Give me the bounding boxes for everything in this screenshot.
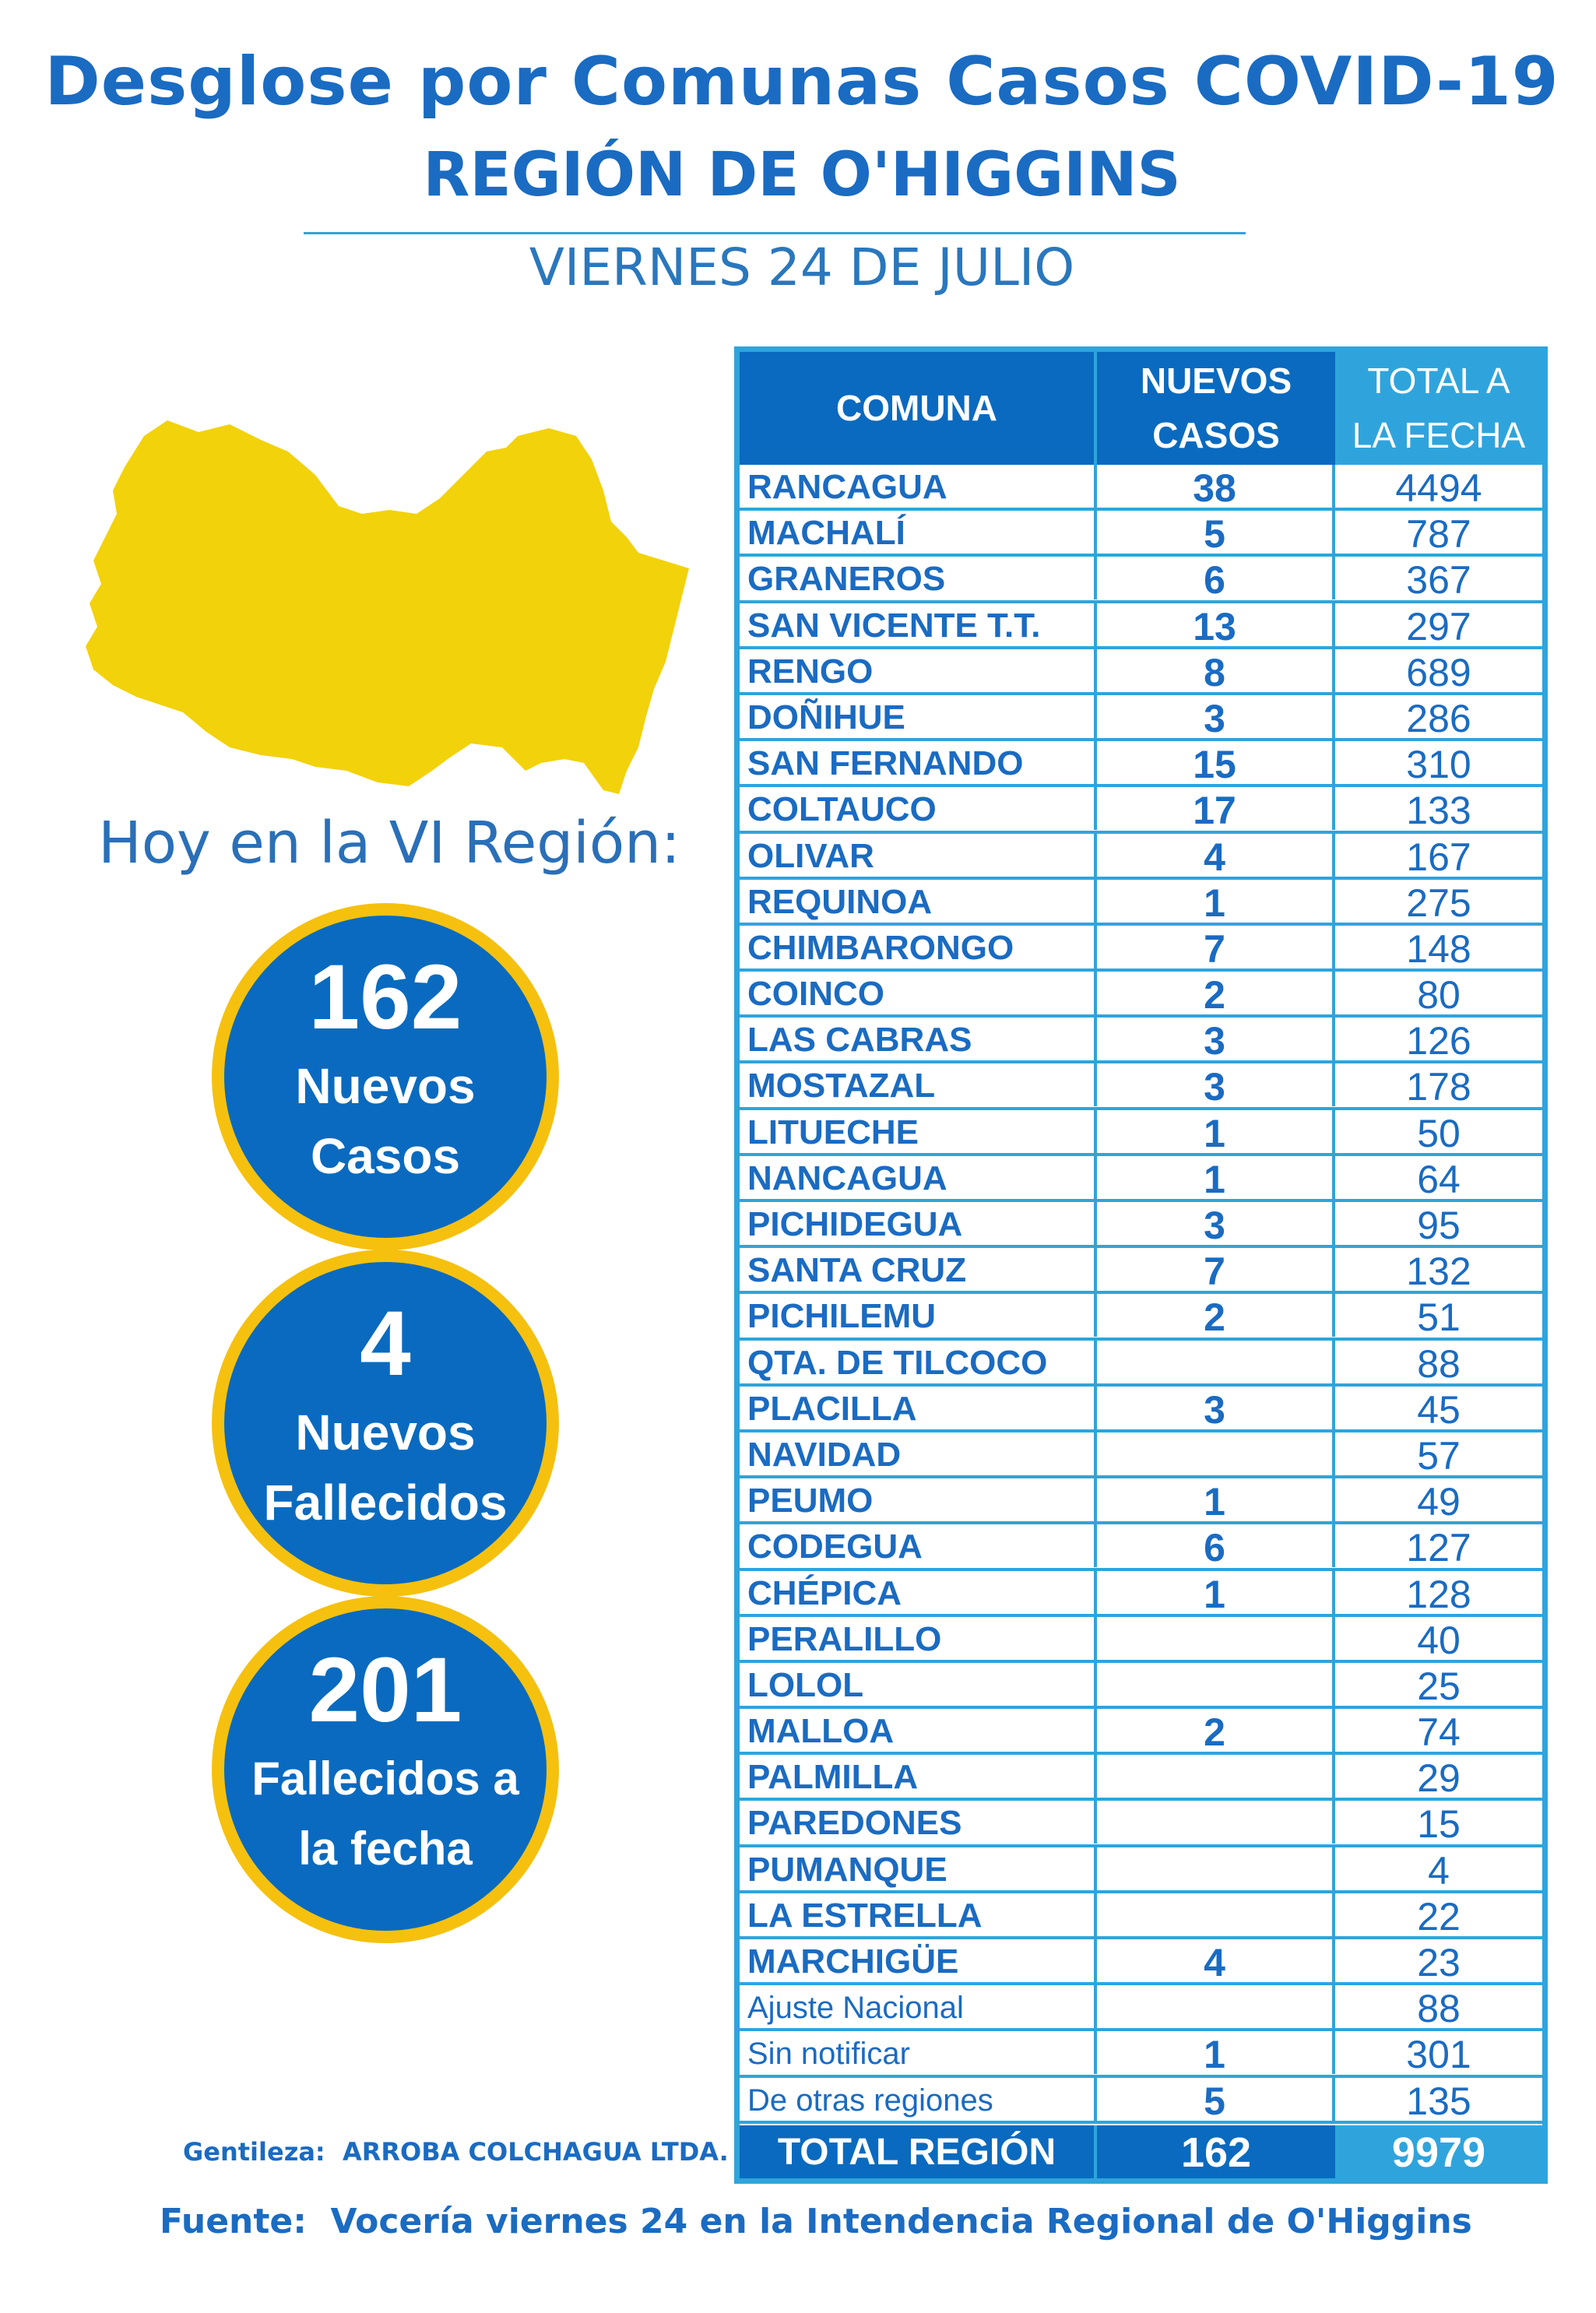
row-nuevos: 7	[1094, 1248, 1335, 1291]
row-comuna: MALLOA	[747, 1712, 895, 1751]
row-total: 275	[1406, 881, 1471, 925]
row-total: 301	[1406, 2033, 1471, 2077]
table-row	[740, 1063, 1542, 1109]
row-nuevos	[1094, 1617, 1335, 1660]
row-comuna: MARCHIGÜE	[747, 1942, 959, 1981]
row-total: 310	[1406, 743, 1471, 787]
row-total: 80	[1417, 973, 1461, 1018]
row-nuevos: 1	[1094, 1156, 1335, 1199]
row-comuna: QTA. DE TILCOCO	[747, 1343, 1048, 1382]
row-nuevos: 4	[1094, 1939, 1335, 1982]
row-comuna: Ajuste Nacional	[747, 1991, 964, 2026]
row-nuevos	[1094, 1985, 1335, 2028]
table-row	[740, 1432, 1542, 1478]
table-row	[740, 649, 1542, 695]
row-comuna: LAS CABRAS	[747, 1021, 972, 1060]
row-nuevos: 3	[1094, 1202, 1335, 1245]
table-row	[740, 1893, 1542, 1939]
table-row	[740, 1985, 1542, 2031]
header-total-line1: TOTAL A	[1367, 360, 1510, 401]
comunas-table	[734, 346, 1548, 2184]
row-comuna: RANCAGUA	[747, 468, 947, 506]
row-nuevos: 17	[1094, 787, 1335, 830]
new-deaths-label-2: Fallecidos	[263, 1475, 508, 1531]
row-comuna: COLTAUCO	[747, 790, 937, 829]
table-row	[740, 1478, 1542, 1524]
title-divider	[304, 232, 1246, 234]
table-row	[740, 1202, 1542, 1248]
header-nuevos-casos	[1094, 352, 1335, 465]
total-label: TOTAL REGIÓN	[740, 2125, 1094, 2178]
table-row	[740, 465, 1542, 511]
new-deaths-label-1: Nuevos	[295, 1404, 476, 1461]
table-row	[740, 1387, 1542, 1432]
row-total: 133	[1406, 789, 1471, 833]
row-comuna: LA ESTRELLA	[747, 1896, 983, 1935]
row-nuevos: 6	[1094, 557, 1335, 599]
row-total: 148	[1406, 926, 1471, 971]
row-total: 74	[1417, 1710, 1461, 1755]
table-row	[740, 695, 1542, 741]
row-total: 128	[1406, 1572, 1471, 1616]
row-comuna: PERALILLO	[747, 1619, 942, 1658]
table-row	[740, 1571, 1542, 1617]
table-row	[740, 603, 1542, 649]
row-nuevos: 5	[1094, 511, 1335, 554]
row-total: 178	[1406, 1065, 1471, 1109]
table-row	[740, 1156, 1542, 1202]
row-comuna: REQUINOA	[747, 882, 933, 921]
row-total: 4	[1428, 1848, 1450, 1893]
total-deaths-value: 201	[308, 1639, 462, 1742]
row-total: 49	[1417, 1480, 1461, 1524]
new-deaths-value: 4	[360, 1292, 411, 1395]
row-total: 40	[1417, 1618, 1461, 1662]
row-comuna: MACHALÍ	[747, 514, 905, 553]
row-nuevos: 2	[1094, 972, 1335, 1014]
region-title: REGIÓN DE O'HIGGINS	[423, 140, 1181, 210]
total-row	[740, 2125, 1542, 2178]
row-nuevos: 6	[1094, 1524, 1335, 1567]
row-nuevos	[1094, 1663, 1335, 1706]
row-nuevos: 3	[1094, 695, 1335, 738]
table-row	[740, 557, 1542, 603]
new-cases-badge	[212, 903, 559, 1250]
row-total: 286	[1406, 696, 1471, 740]
row-total: 126	[1406, 1019, 1471, 1063]
row-nuevos: 1	[1094, 1110, 1335, 1153]
row-nuevos: 2	[1094, 1294, 1335, 1337]
row-comuna: SAN FERNANDO	[747, 744, 1024, 783]
row-total: 135	[1406, 2079, 1471, 2123]
row-nuevos: 4	[1094, 834, 1335, 877]
new-cases-value: 162	[308, 946, 462, 1049]
row-total: 95	[1417, 1204, 1461, 1247]
row-nuevos: 7	[1094, 926, 1335, 968]
table-row	[740, 880, 1542, 926]
table-row	[740, 1524, 1542, 1570]
header-nuevos-line2: CASOS	[1152, 415, 1280, 455]
table-row	[740, 1110, 1542, 1156]
row-comuna: LITUECHE	[747, 1113, 919, 1151]
summary-heading: Hoy en la VI Región:	[98, 810, 680, 877]
row-total: 297	[1406, 604, 1471, 649]
table-row	[740, 741, 1542, 787]
table-row	[740, 1294, 1542, 1340]
row-comuna: PLACILLA	[747, 1389, 917, 1428]
row-nuevos	[1094, 1432, 1335, 1475]
row-nuevos	[1094, 1755, 1335, 1798]
row-total: 45	[1417, 1387, 1461, 1432]
row-comuna: CHÉPICA	[747, 1573, 902, 1612]
row-total: 132	[1406, 1250, 1471, 1294]
table-row	[740, 972, 1542, 1018]
row-comuna: PUMANQUE	[747, 1850, 947, 1889]
table-row	[740, 1755, 1542, 1801]
row-nuevos: 1	[1094, 1478, 1335, 1521]
total-fecha: 9979	[1335, 2125, 1542, 2178]
table-row	[740, 511, 1542, 557]
new-cases-label-1: Nuevos	[295, 1058, 476, 1114]
row-comuna: NAVIDAD	[747, 1435, 902, 1474]
row-comuna: Sin notificar	[747, 2037, 910, 2072]
row-comuna: PICHILEMU	[747, 1297, 936, 1336]
row-comuna: SANTA CRUZ	[747, 1251, 967, 1290]
header-nuevos-line1: NUEVOS	[1140, 360, 1292, 401]
row-total: 88	[1417, 1341, 1461, 1386]
table-row	[740, 926, 1542, 972]
row-nuevos	[1094, 1341, 1335, 1383]
source-note: Fuente: Vocería viernes 24 en la Intendencia Regional de O'Higgins	[160, 2202, 1472, 2241]
row-total: 88	[1417, 1987, 1461, 2031]
table-row	[740, 787, 1542, 833]
row-comuna: RENGO	[747, 652, 874, 691]
row-total: 57	[1417, 1433, 1461, 1478]
row-nuevos: 1	[1094, 880, 1335, 923]
row-total: 787	[1406, 512, 1471, 557]
row-nuevos: 1	[1094, 2031, 1335, 2074]
row-comuna: NANCAGUA	[747, 1158, 947, 1197]
total-deaths-label-2: la fecha	[298, 1823, 473, 1875]
total-nuevos: 162	[1094, 2125, 1335, 2178]
page-title: Desglose por Comunas Casos COVID-19	[44, 43, 1559, 121]
row-total: 22	[1417, 1894, 1461, 1939]
total-deaths-label-1: Fallecidos a	[251, 1752, 519, 1805]
row-total: 15	[1417, 1802, 1461, 1847]
row-nuevos: 5	[1094, 2078, 1335, 2121]
row-comuna: PEUMO	[747, 1482, 874, 1520]
row-total: 167	[1406, 835, 1471, 879]
new-deaths-badge	[212, 1250, 559, 1597]
table-row	[740, 1018, 1542, 1063]
table-row	[740, 1939, 1542, 1985]
new-cases-label-2: Casos	[310, 1128, 461, 1184]
row-comuna: PAREDONES	[747, 1804, 962, 1843]
row-total: 23	[1417, 1941, 1461, 1984]
row-comuna: CODEGUA	[747, 1527, 923, 1566]
date-label: VIERNES 24 DE JULIO	[529, 237, 1075, 297]
row-total: 127	[1406, 1526, 1471, 1570]
table-row	[740, 2078, 1542, 2124]
table-body	[740, 465, 1542, 2124]
row-nuevos: 38	[1094, 465, 1335, 508]
region-map-icon	[82, 405, 697, 810]
row-total: 25	[1417, 1664, 1461, 1708]
row-nuevos: 13	[1094, 603, 1335, 646]
table-row	[740, 2031, 1542, 2077]
row-nuevos: 2	[1094, 1709, 1335, 1752]
row-nuevos	[1094, 1801, 1335, 1844]
row-total: 689	[1406, 650, 1471, 694]
row-total: 64	[1417, 1157, 1461, 1201]
table-row	[740, 1248, 1542, 1294]
row-nuevos	[1094, 1847, 1335, 1890]
row-comuna: DOÑIHUE	[747, 698, 905, 736]
table-row	[740, 1617, 1542, 1663]
row-comuna: LOLOL	[747, 1665, 864, 1704]
row-total: 4494	[1395, 466, 1482, 510]
row-comuna: PALMILLA	[747, 1758, 919, 1797]
total-deaths-badge	[212, 1596, 559, 1943]
row-total: 50	[1417, 1111, 1461, 1155]
row-total: 51	[1417, 1295, 1461, 1340]
row-comuna: MOSTAZAL	[747, 1067, 936, 1106]
row-nuevos: 1	[1094, 1571, 1335, 1614]
header-comuna: COMUNA	[740, 352, 1094, 465]
row-nuevos: 3	[1094, 1063, 1335, 1106]
row-total: 367	[1406, 558, 1471, 603]
row-nuevos: 3	[1094, 1387, 1335, 1429]
table-row	[740, 1663, 1542, 1709]
row-nuevos: 3	[1094, 1018, 1335, 1060]
header-total	[1335, 352, 1542, 465]
row-comuna: GRANEROS	[747, 560, 946, 599]
table-row	[740, 834, 1542, 880]
row-comuna: CHIMBARONGO	[747, 928, 1014, 967]
table-row	[740, 1341, 1542, 1387]
row-total: 29	[1417, 1756, 1461, 1801]
table-row	[740, 1847, 1542, 1893]
row-nuevos	[1094, 1893, 1335, 1936]
credit-note: Gentileza: ARROBA COLCHAGUA LTDA.	[183, 2137, 729, 2167]
row-comuna: De otras regiones	[747, 2083, 993, 2118]
table-row	[740, 1801, 1542, 1847]
row-nuevos: 8	[1094, 649, 1335, 692]
row-comuna: OLIVAR	[747, 836, 874, 875]
row-nuevos: 15	[1094, 741, 1335, 784]
row-comuna: PICHIDEGUA	[747, 1205, 963, 1243]
header-total-line2: LA FECHA	[1352, 415, 1526, 455]
row-comuna: COINCO	[747, 975, 884, 1014]
table-row	[740, 1709, 1542, 1755]
row-comuna: SAN VICENTE T.T.	[747, 606, 1041, 645]
